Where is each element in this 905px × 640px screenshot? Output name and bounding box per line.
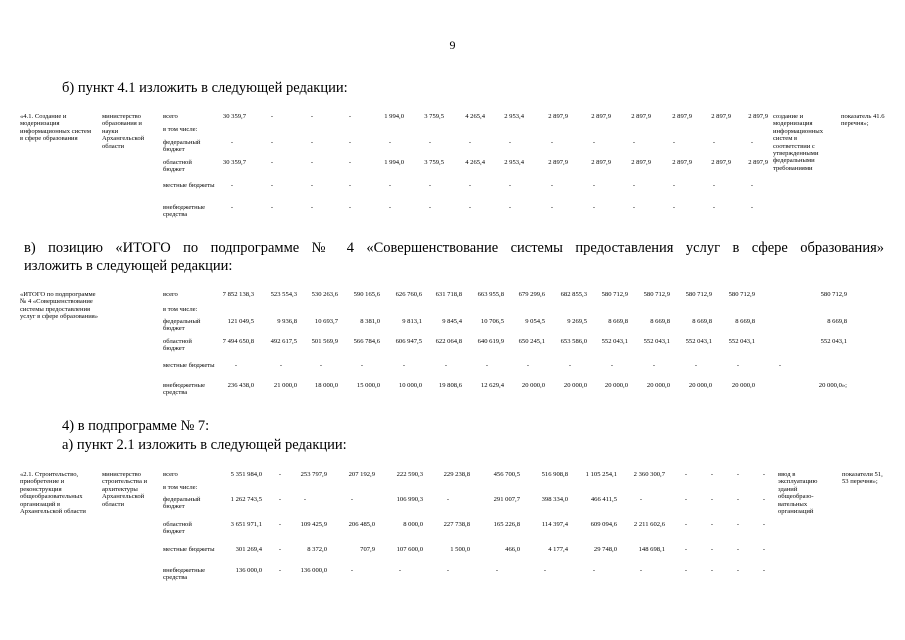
- table-cell: 398 334,0: [541, 496, 568, 503]
- table-cell: -: [550, 204, 554, 211]
- row-label: внебюджетные средства: [163, 204, 206, 219]
- table-cell: 2 360 300,7: [633, 471, 665, 478]
- table-cell: -: [592, 139, 596, 146]
- table-cell: -: [632, 182, 636, 189]
- table-cell: 7 852 138,3: [222, 291, 254, 298]
- table-cell: 121 049,5: [227, 318, 254, 325]
- table-cell: 9 936,8: [277, 318, 297, 325]
- table-cell: 2 211 602,6: [633, 521, 665, 528]
- table3-indicator: показатели 51, 53 перечня»;: [842, 471, 883, 486]
- table-cell: -: [279, 362, 283, 369]
- table-cell: 20 000,0: [646, 382, 670, 389]
- table-cell: 10 000,0: [398, 382, 422, 389]
- table-cell: 682 855,3: [560, 291, 587, 298]
- table-cell: -: [388, 182, 392, 189]
- table-cell: -: [508, 182, 512, 189]
- row-label: местные бюджеты: [163, 182, 215, 189]
- table-cell: -: [270, 182, 274, 189]
- table-cell: -: [778, 362, 782, 369]
- table-cell: 1 994,0: [384, 159, 404, 166]
- table-cell: -: [694, 362, 698, 369]
- table-cell: 8 669,8: [692, 318, 712, 325]
- table-cell: 466 411,5: [590, 496, 617, 503]
- table-cell: -: [310, 182, 314, 189]
- table-cell: -: [388, 139, 392, 146]
- table-cell: -: [428, 182, 432, 189]
- heading-v-line2: изложить в следующей редакции:: [24, 258, 233, 274]
- row-label: всего: [163, 471, 178, 478]
- table-cell: -: [444, 362, 448, 369]
- table-cell: 8 669,8: [735, 318, 755, 325]
- table-cell: 207 192,9: [348, 471, 375, 478]
- table-cell: 9 269,5: [567, 318, 587, 325]
- table-cell: 2 897,9: [591, 113, 611, 120]
- table-cell: 530 263,6: [311, 291, 338, 298]
- row-label: всего: [163, 291, 178, 298]
- table-cell: -: [495, 567, 499, 574]
- table-cell: 492 617,5: [270, 338, 297, 345]
- table-cell: 7 494 650,8: [222, 338, 254, 345]
- table-cell: -: [712, 204, 716, 211]
- table-cell: -: [278, 521, 282, 528]
- table-cell: -: [310, 204, 314, 211]
- row-label: областной бюджет: [163, 159, 192, 174]
- heading-v-line1: в) позицию «ИТОГО по подпрограмме № 4 «Совершенствование системы предоставления услуг в сфере образования»: [24, 240, 884, 256]
- table-cell: 5 351 984,0: [230, 471, 262, 478]
- table-cell: 2 897,9: [591, 159, 611, 166]
- heading-p4: 4) в подпрограмме № 7:: [62, 418, 210, 434]
- table-cell: 456 700,5: [493, 471, 520, 478]
- table-cell: -: [710, 521, 714, 528]
- table-cell: 107 600,0: [396, 546, 423, 553]
- table-cell: -: [526, 362, 530, 369]
- table-cell: -: [672, 182, 676, 189]
- table-cell: 3 759,5: [424, 113, 444, 120]
- table-cell: 19 808,6: [438, 382, 462, 389]
- table-cell: 20 000,0»;: [818, 382, 847, 389]
- row-label: внебюджетные средства: [163, 382, 206, 397]
- table-cell: -: [348, 182, 352, 189]
- table-cell: 3 759,5: [424, 159, 444, 166]
- table-cell: 1 994,0: [384, 113, 404, 120]
- table-cell: 631 718,8: [435, 291, 462, 298]
- table-cell: 8 669,8: [650, 318, 670, 325]
- table-cell: 20 000,0: [521, 382, 545, 389]
- table-cell: -: [270, 113, 274, 120]
- table-cell: 136 000,0: [235, 567, 262, 574]
- table-cell: -: [278, 496, 282, 503]
- table-cell: -: [736, 546, 740, 553]
- table-cell: 501 569,9: [311, 338, 338, 345]
- table-cell: -: [736, 496, 740, 503]
- table-cell: 206 485,0: [348, 521, 375, 528]
- table-cell: 2 897,9: [748, 159, 768, 166]
- table-cell: -: [684, 471, 688, 478]
- table-cell: 9 054,5: [525, 318, 545, 325]
- table-cell: 3 651 971,1: [230, 521, 262, 528]
- row-label: внебюджетные средства: [163, 567, 206, 582]
- table-cell: 609 094,6: [590, 521, 617, 528]
- table-cell: -: [508, 204, 512, 211]
- table-cell: 21 000,0: [273, 382, 297, 389]
- table-cell: 580 712,9: [685, 291, 712, 298]
- table-cell: 8 669,8: [827, 318, 847, 325]
- table-cell: -: [230, 182, 234, 189]
- table-cell: -: [592, 204, 596, 211]
- page-number: 9: [449, 38, 456, 52]
- table-cell: 466,0: [505, 546, 520, 553]
- table-cell: -: [639, 496, 643, 503]
- table-cell: 580 712,9: [728, 291, 755, 298]
- table-cell: -: [736, 471, 740, 478]
- table-cell: -: [310, 139, 314, 146]
- table-cell: 580 712,9: [820, 291, 847, 298]
- table-cell: 2 897,9: [748, 113, 768, 120]
- row-label: местные бюджеты: [163, 362, 215, 369]
- table-cell: 663 955,8: [477, 291, 504, 298]
- table-cell: -: [319, 362, 323, 369]
- table-cell: 106 990,3: [396, 496, 423, 503]
- table-cell: 552 043,1: [643, 338, 670, 345]
- table-cell: 516 908,8: [541, 471, 568, 478]
- table-cell: 15 000,0: [356, 382, 380, 389]
- table-cell: -: [632, 139, 636, 146]
- table-cell: 606 947,5: [395, 338, 422, 345]
- table-cell: -: [639, 567, 643, 574]
- table-cell: -: [710, 471, 714, 478]
- table-cell: -: [446, 496, 450, 503]
- row-label: федеральный бюджет: [163, 139, 201, 154]
- table-cell: 552 043,1: [601, 338, 628, 345]
- table-cell: -: [508, 139, 512, 146]
- table-cell: 1 105 254,1: [585, 471, 617, 478]
- table-cell: 2 897,9: [548, 159, 568, 166]
- table-cell: -: [632, 204, 636, 211]
- table-cell: -: [672, 204, 676, 211]
- table-cell: 1 500,0: [450, 546, 470, 553]
- table-cell: 707,9: [360, 546, 375, 553]
- table-cell: -: [750, 182, 754, 189]
- table-cell: 2 897,9: [711, 113, 731, 120]
- table-cell: 229 238,8: [443, 471, 470, 478]
- table-cell: -: [303, 496, 307, 503]
- table-cell: 227 738,8: [443, 521, 470, 528]
- table-cell: -: [710, 546, 714, 553]
- table-cell: -: [762, 546, 766, 553]
- table-cell: 640 619,9: [477, 338, 504, 345]
- table-cell: 301 269,4: [235, 546, 262, 553]
- table-cell: 10 693,7: [314, 318, 338, 325]
- table3-executor: министерство строительства и архитектуры Архангельской области: [102, 471, 148, 508]
- row-label: в том числе:: [163, 306, 198, 313]
- row-label: федеральный бюджет: [163, 496, 201, 511]
- row-label: областной бюджет: [163, 338, 192, 353]
- table-cell: -: [568, 362, 572, 369]
- table-cell: -: [310, 159, 314, 166]
- table-cell: -: [762, 496, 766, 503]
- table-cell: 580 712,9: [643, 291, 670, 298]
- table1-result: создание и модернизация информационных систем в соответствии с утвержденными федеральными требованиями: [773, 113, 824, 172]
- table-cell: 8 372,0: [307, 546, 327, 553]
- table-cell: -: [398, 567, 402, 574]
- table-cell: -: [270, 159, 274, 166]
- table-cell: 12 629,4: [480, 382, 504, 389]
- table-cell: -: [278, 567, 282, 574]
- table-cell: -: [402, 362, 406, 369]
- table-cell: -: [592, 567, 596, 574]
- table-cell: 9 845,4: [442, 318, 462, 325]
- heading-a: а) пункт 2.1 изложить в следующей редакции:: [62, 437, 347, 453]
- table-cell: -: [762, 567, 766, 574]
- table-cell: -: [278, 471, 282, 478]
- table-cell: 165 226,8: [493, 521, 520, 528]
- row-label: в том числе:: [163, 484, 198, 491]
- table-cell: 552 043,1: [820, 338, 847, 345]
- table-cell: -: [712, 139, 716, 146]
- table-cell: -: [234, 362, 238, 369]
- table-cell: -: [270, 139, 274, 146]
- table-cell: 20 000,0: [563, 382, 587, 389]
- table-cell: 29 748,0: [593, 546, 617, 553]
- table-cell: 30 359,7: [222, 113, 246, 120]
- table-cell: 552 043,1: [685, 338, 712, 345]
- table-cell: -: [750, 139, 754, 146]
- table-cell: 4 265,4: [465, 113, 485, 120]
- table3-result: ввод в эксплуатацию зданий общеобразо-вательных организаций: [778, 471, 818, 516]
- row-label: в том числе:: [163, 126, 198, 133]
- table-cell: -: [762, 471, 766, 478]
- table-cell: -: [550, 182, 554, 189]
- table-cell: 580 712,9: [601, 291, 628, 298]
- table-cell: -: [672, 139, 676, 146]
- table-cell: 4 265,4: [465, 159, 485, 166]
- table2-name: «ИТОГО по подпрограмме № 4 «Совершенствование системы предоставления услуг в сфере образования»: [20, 291, 99, 321]
- table-cell: -: [684, 546, 688, 553]
- table-cell: 552 043,1: [728, 338, 755, 345]
- table-cell: -: [270, 204, 274, 211]
- table-cell: -: [485, 362, 489, 369]
- table3-name: «2.1. Строительство, приобретение и реконструкция общеобразовательных организаций в Архангельской области: [20, 471, 86, 516]
- row-label: федеральный бюджет: [163, 318, 201, 333]
- table-cell: -: [360, 362, 364, 369]
- row-label: всего: [163, 113, 178, 120]
- table-cell: 590 165,6: [353, 291, 380, 298]
- row-label: областной бюджет: [163, 521, 192, 536]
- table-cell: -: [710, 567, 714, 574]
- table-cell: 2 897,9: [672, 113, 692, 120]
- table1-name: «4.1. Создание и модернизация информационных систем в сфере образования: [20, 113, 92, 143]
- table-cell: -: [348, 159, 352, 166]
- table-cell: 2 897,9: [631, 113, 651, 120]
- table-cell: 109 425,9: [300, 521, 327, 528]
- table-cell: -: [610, 362, 614, 369]
- table-cell: 291 007,7: [493, 496, 520, 503]
- table-cell: -: [428, 139, 432, 146]
- table-cell: -: [736, 521, 740, 528]
- table-cell: -: [468, 204, 472, 211]
- table-cell: 566 784,6: [353, 338, 380, 345]
- table-cell: -: [736, 362, 740, 369]
- table-cell: -: [684, 521, 688, 528]
- table-cell: -: [388, 204, 392, 211]
- table-cell: 2 897,9: [548, 113, 568, 120]
- table-cell: -: [550, 139, 554, 146]
- table-cell: -: [428, 204, 432, 211]
- table-cell: 622 064,8: [435, 338, 462, 345]
- table-cell: 4 177,4: [548, 546, 568, 553]
- table-cell: -: [468, 139, 472, 146]
- table-cell: -: [468, 182, 472, 189]
- table-cell: -: [543, 567, 547, 574]
- table-cell: 523 554,3: [270, 291, 297, 298]
- table-cell: -: [712, 182, 716, 189]
- table-cell: 650 245,1: [518, 338, 545, 345]
- table-cell: 626 760,6: [395, 291, 422, 298]
- table-cell: 2 897,9: [672, 159, 692, 166]
- table-cell: 20 000,0: [731, 382, 755, 389]
- table-cell: -: [230, 139, 234, 146]
- table-cell: 8 000,0: [403, 521, 423, 528]
- table-cell: -: [762, 521, 766, 528]
- table-cell: 2 897,9: [711, 159, 731, 166]
- table-cell: -: [230, 204, 234, 211]
- table-cell: 653 586,0: [560, 338, 587, 345]
- table-cell: -: [736, 567, 740, 574]
- table-cell: 8 669,8: [608, 318, 628, 325]
- table-cell: 2 953,4: [504, 159, 524, 166]
- row-label: местные бюджеты: [163, 546, 215, 553]
- table-cell: 136 000,0: [300, 567, 327, 574]
- table-cell: 236 438,0: [227, 382, 254, 389]
- table-cell: 1 262 743,5: [230, 496, 262, 503]
- table-cell: 253 797,9: [300, 471, 327, 478]
- table-cell: -: [278, 546, 282, 553]
- table-cell: 2 953,4: [504, 113, 524, 120]
- table-cell: -: [310, 113, 314, 120]
- table-cell: 8 381,0: [360, 318, 380, 325]
- table-cell: 114 397,4: [541, 521, 568, 528]
- table-cell: 20 000,0: [604, 382, 628, 389]
- table-cell: -: [446, 567, 450, 574]
- table-cell: -: [348, 139, 352, 146]
- table-cell: -: [592, 182, 596, 189]
- heading-b: б) пункт 4.1 изложить в следующей редакции:: [62, 80, 348, 96]
- table-cell: 18 000,0: [314, 382, 338, 389]
- table1-indicator: показатель 41.6 перечня»;: [841, 113, 885, 128]
- table-cell: -: [710, 496, 714, 503]
- table-cell: -: [684, 496, 688, 503]
- table-cell: 30 359,7: [222, 159, 246, 166]
- table-cell: -: [652, 362, 656, 369]
- table-cell: 9 813,1: [402, 318, 422, 325]
- table-cell: -: [350, 567, 354, 574]
- table-cell: -: [350, 496, 354, 503]
- table1-executor: министерство образования и науки Архангельской области: [102, 113, 145, 150]
- table-cell: -: [750, 204, 754, 211]
- table-cell: 679 299,6: [518, 291, 545, 298]
- table-cell: 148 698,1: [638, 546, 665, 553]
- table-cell: 2 897,9: [631, 159, 651, 166]
- table-cell: 222 590,3: [396, 471, 423, 478]
- table-cell: -: [684, 567, 688, 574]
- table-cell: 20 000,0: [688, 382, 712, 389]
- table-cell: 10 706,5: [480, 318, 504, 325]
- table-cell: -: [348, 204, 352, 211]
- table-cell: -: [348, 113, 352, 120]
